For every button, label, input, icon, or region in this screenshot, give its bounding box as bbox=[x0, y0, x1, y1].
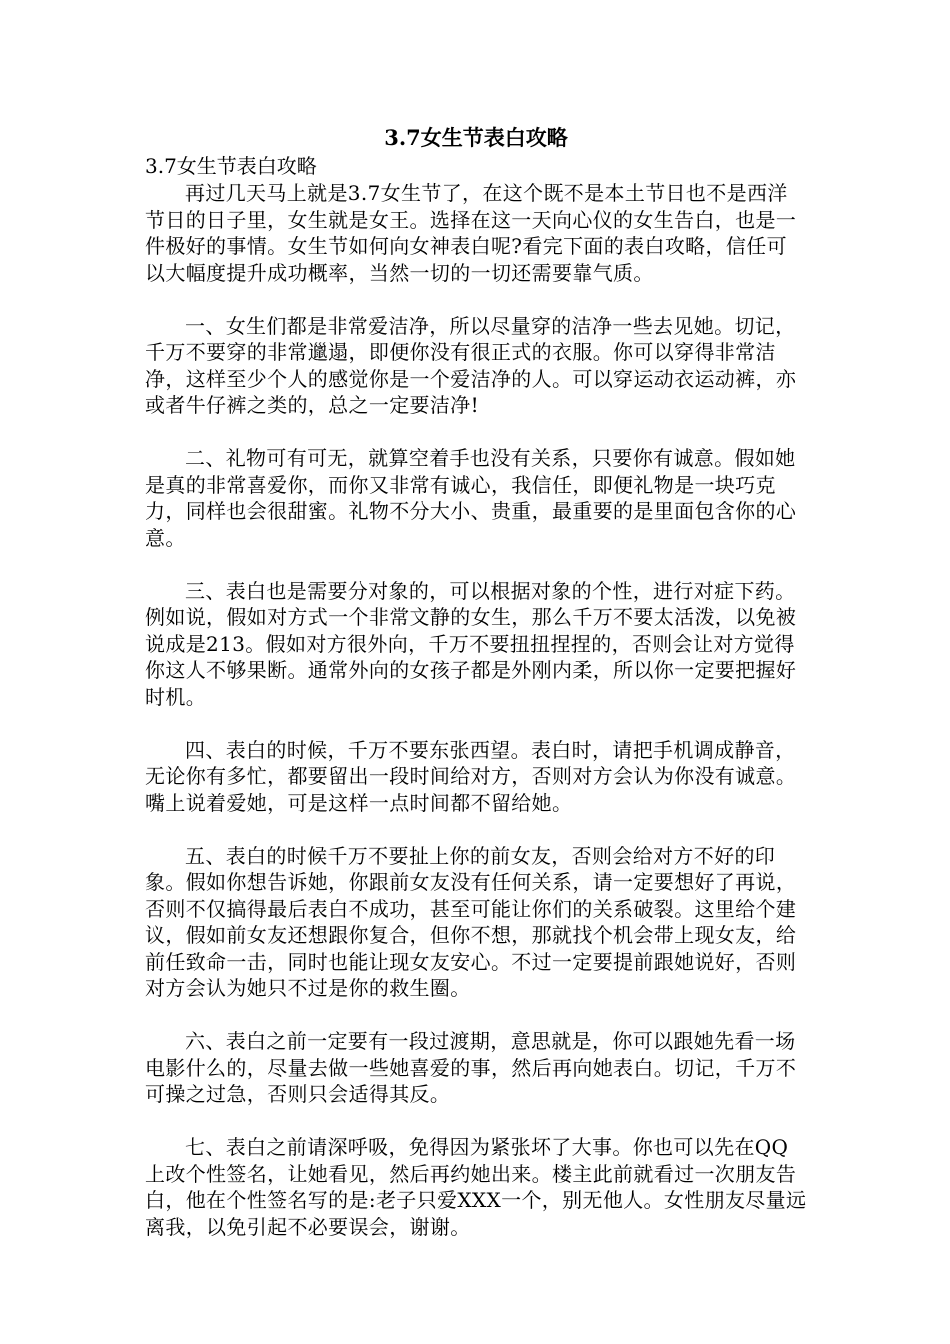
paragraph-4: 四、表白的时候，千万不要东张西望。表白时，请把手机调成静音，无论你有多忙，都要留出一段时间给对方，否则对方会认为你没有诚意。嘴上说着爱她，可是这样一点时间都不留给她。 bbox=[145, 737, 797, 815]
paragraph-6: 六、表白之前一定要有一段过渡期，意思就是，你可以跟她先看一场电影什么的，尽量去做一些她喜爱的事，然后再向她表白。切记，千万不可操之过急，否则只会适得其反。 bbox=[145, 1029, 797, 1106]
paragraph-2: 二、礼物可有可无，就算空着手也没有关系，只要你有诚意。假如她是真的非常喜爱你，而你又非常有诚心，我信任，即便礼物是一块巧克力，同样也会很甜蜜。礼物不分大小、贵重，最重要的是里面包含你的心意。 bbox=[145, 446, 797, 550]
document-subtitle: 3.7女生节表白攻略 bbox=[145, 154, 317, 178]
paragraph-5: 五、表白的时候千万不要扯上你的前女友，否则会给对方不好的印象。假如你想告诉她，你跟前女友没有任何关系，请一定要想好了再说，否则不仅搞得最后表白不成功，甚至可能让你们的关系破裂。这里给个建议，假如前女友还想跟你复合，但你不想，那就找个机会带上现女友，给前任致命一击，同时也能让现女友安心。不过一定要提前跟她说好，否则对方会认为她只不过是你的救生圈。 bbox=[145, 843, 797, 1000]
document-title: 3.7女生节表白攻略 bbox=[384, 125, 568, 150]
paragraph-1: 一、女生们都是非常爱洁净，所以尽量穿的洁净一些去见她。切记，千万不要穿的非常邋遢，即便你没有很正式的衣服。你可以穿得非常洁净，这样至少个人的感觉你是一个爱洁净的人。可以穿运动衣运动裤，亦或者牛仔裤之类的，总之一定要洁净! bbox=[145, 313, 797, 417]
document-page bbox=[145, 123, 807, 1267]
paragraph-7: 七、表白之前请深呼吸，免得因为紧张坏了大事。你也可以先在QQ上改个性签名，让她看见，然后再约她出来。楼主此前就看过一次朋友告白，他在个性签名写的是:老子只爱XXX一个，别无他人。女性朋友尽量远离我，以免引起不必要误会，谢谢。 bbox=[145, 1135, 807, 1239]
paragraph-intro: 再过几天马上就是3.7女生节了，在这个既不是本土节日也不是西洋节日的日子里，女生就是女王。选择在这一天向心仪的女生告白，也是一件极好的事情。女生节如何向女神表白呢?看完下面的表白攻略，信任可以大幅度提升成功概率，当然一切的一切还需要靠气质。 bbox=[145, 181, 797, 285]
paragraph-3: 三、表白也是需要分对象的，可以根据对象的个性，进行对症下药。例如说，假如对方式一个非常文静的女生，那么千万不要太活泼，以免被说成是213。假如对方很外向，千万不要扭扭捏捏的，否则会让对方觉得你这人不够果断。通常外向的女孩子都是外刚内柔，所以你一定要把握好时机。 bbox=[145, 578, 797, 709]
